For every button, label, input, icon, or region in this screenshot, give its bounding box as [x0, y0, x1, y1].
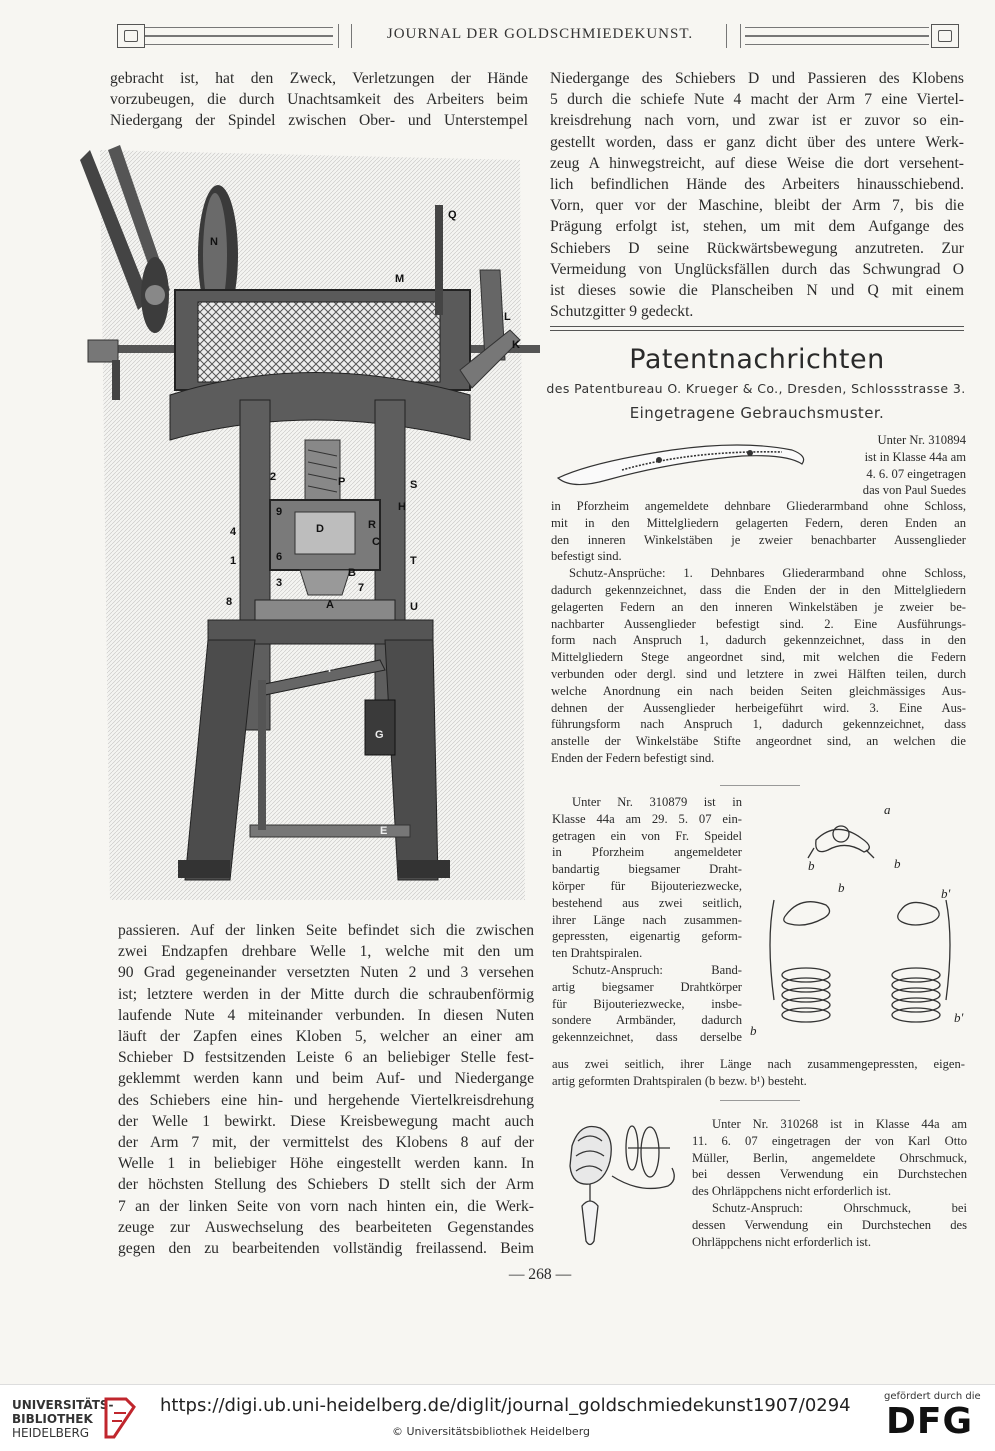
text-line: dehnen der Aussenglieder herbeigeführt wird. 3. Eine Aus- [551, 700, 966, 715]
funding-note: gefördert durch die [884, 1391, 981, 1402]
text-line: 5 durch die schiefe Nute 4 macht der Arm 7 eine Viertel- [550, 91, 964, 109]
entry3-text [692, 1116, 967, 1250]
patent-subtitle: des Patentbureau O. Krueger & Co., Dresden, Schlossstrasse 3. [546, 381, 966, 396]
library-logo-icon [100, 1393, 140, 1443]
entry2-continuation [552, 1056, 965, 1090]
text-line: artig geformten Drahtspiralen (b bezw. b¹) besteht. [552, 1073, 807, 1088]
text-line: des Ohrläppchens nicht erforderlich ist. [692, 1184, 891, 1199]
text-line: Vermeidung von Unglücksfällen durch das Schwungrad O [550, 260, 964, 278]
text-line: Unter Nr. 310268 ist in Klasse 44a am [712, 1117, 967, 1131]
label-n: N [210, 236, 218, 248]
label-f: F [328, 663, 335, 675]
text-line: ist dieses sowie die Planscheiben N und Q mit einem [550, 282, 964, 300]
fig-label-b: b [894, 856, 901, 871]
text-line: getragen ein von Fr. Speidel [552, 828, 742, 843]
text-line: Welle 1 in beliebiger Höhe eingestellt werden kann. In [118, 1155, 534, 1173]
patent-title: Patentnachrichten [629, 344, 885, 375]
text-line: dessen Verwendung ein Durchstechen des [692, 1217, 967, 1232]
ornament-left-box [117, 24, 145, 48]
text-line: 11. 6. 07 eingetragen der von Karl Otto [692, 1133, 967, 1148]
text-line: in Pforzheim angemeldeter [552, 845, 742, 860]
label-3: 3 [276, 577, 283, 589]
label-g: G [375, 729, 384, 741]
text-line: sondere Armbänder, dadurch [552, 1013, 742, 1028]
text-line: ist; letztere werden in der Mitte durch die schraubenförmig [118, 985, 534, 1003]
text-line: Vorn, quer vor der Maschine, bleibt der Arm 7, bis die [550, 197, 964, 215]
text-line: Schutz-Ansprüche: 1. Dehnbares Gliederarmband ohne Schloss, [569, 566, 966, 581]
text-line: ten Drahtspiralen. [552, 946, 643, 961]
text-line: dadurch gekennzeichnet, dass die Enden der in den Mittelgliedern [551, 582, 966, 597]
text-line: bestehend aus zwei seitlich, [552, 895, 742, 910]
text-line: Schutzgitter 9 gedeckt. [550, 303, 694, 321]
label-s: S [410, 479, 418, 491]
label-2: 2 [270, 471, 277, 483]
label-k: K [512, 339, 520, 351]
text-line: 90 Grad gegeneinander versetzten Nuten 2 und 3 versehen [118, 964, 534, 982]
text-line: gebracht ist, hat den Zweck, Verletzungen der Hände [110, 70, 528, 87]
text-line: Mittelgliedern Stege angeordnet sind, mit welchen die Federn [551, 650, 966, 665]
label-l: L [504, 311, 511, 323]
text-line: Unter Nr. 310879 ist in [572, 795, 742, 809]
text-line: nachbarter Aussenglieder befestigt sind. 2. Eine Ausführungs- [551, 616, 966, 631]
label-6: 6 [276, 551, 283, 563]
left-column-bottom-text [118, 920, 534, 1259]
text-line: Niedergange des Schiebers D und Passieren des Klobens [550, 70, 964, 87]
fig-label-a: a [884, 802, 891, 817]
text-line: geklemmt werden kann und beim Auf- und Niedergange [118, 1070, 534, 1088]
label-q: Q [448, 209, 457, 221]
label-u: U [410, 601, 418, 613]
text-line: vorzubeugen, die durch Unachtsamkeit des Arbeiters beim [110, 91, 528, 109]
label-7: 7 [358, 582, 365, 594]
text-line: bei dessen Verwendung ein Durchstechen [692, 1167, 967, 1182]
fig-label-b: b [838, 880, 845, 895]
text-line: das von Paul Suedes [862, 483, 966, 498]
entry-divider [720, 1100, 800, 1101]
text-line: in Pforzheim angemeldete dehnbare Gliederarmband ohne Schloss, [551, 499, 966, 513]
copyright-notice: © Universitätsbibliothek Heidelberg [392, 1425, 591, 1438]
text-line: läuft der Zapfen eines Kloben 5, welcher an einer am [118, 1028, 534, 1046]
text-line: ihrer Länge nach zusammen- [552, 912, 742, 927]
label-r: R [368, 519, 376, 531]
text-line: gegen den zu bearbeitenden vollständig freilassend. Beim [118, 1240, 534, 1258]
label-m: M [395, 273, 405, 285]
text-line: gelagerten Federn an den inneren Winkelstäben je zweier be- [551, 599, 966, 614]
ornament-right-box [931, 24, 959, 48]
dfg-logo: DFG [886, 1401, 974, 1442]
library-line: BIBLIOTHEK [12, 1412, 93, 1426]
label-a: A [326, 599, 334, 611]
text-line: Klasse 44a am 29. 5. 07 ein- [552, 811, 742, 826]
text-line: Schutz-Anspruch: Ohrschmuck, bei [712, 1200, 967, 1215]
library-name [12, 1398, 114, 1440]
text-line: körper für Bijouteriezwecke, [552, 878, 742, 893]
entry1-side-text [812, 432, 966, 499]
fig-label-b: b [808, 858, 815, 873]
label-c: C [372, 536, 380, 548]
text-line: für Bijouteriezwecke, insbe- [552, 996, 742, 1011]
text-line: Schieber D festsitzenden Leiste 6 an beliebiger Stelle fest- [118, 1049, 534, 1067]
label-d: D [316, 523, 324, 535]
label-1: 1 [230, 555, 237, 567]
text-line: aus zwei seitlich, ihrer Länge nach zusammengepressten, eigen- [552, 1057, 965, 1071]
text-line: Schiebers D seine Rückwärtsbewegung anzutreten. Zur [550, 239, 964, 257]
label-t: T [410, 555, 417, 567]
text-line: passieren. Auf der linken Seite befindet sich die zwischen [118, 922, 534, 939]
entry2-text [552, 794, 742, 1046]
text-line: Schutz-Anspruch: Band- [572, 962, 742, 977]
text-line: gekennzeichnet, dass derselbe [552, 1030, 742, 1045]
text-line: der höchsten Stellung des Schiebers D stellt sich der Arm [118, 1176, 534, 1194]
text-line: zeuge zur Auswechselung des bearbeiteten Gegenstandes [118, 1218, 534, 1236]
text-line: den inneren Winkelstäben je zweier benachbarter Aussenglieder [551, 532, 966, 547]
text-line: verbunden oder dergl. sind und letztere in zwei Hälften teilen, durch [551, 666, 966, 681]
text-line: Unter Nr. 310894 [877, 433, 966, 447]
text-line: 7 an der linken Seite von vorn nach hinten ein, die Werk- [118, 1197, 534, 1215]
text-line: welche Anordnung ein nach beiden Seiten gleichmässiges Aus- [551, 683, 966, 698]
text-line: form nach Anspruch 1, dadurch gekennzeichnet, dass in den [551, 633, 966, 648]
text-line: zeug A hinwegstreicht, auf diese Weise die dort versehent- [550, 154, 964, 172]
section-divider [550, 326, 964, 327]
text-line: befestigt sind. [551, 549, 622, 564]
text-line: gestellt worden, dass er ganz dicht über des untere Werk- [550, 133, 964, 151]
wire-spiral-figure [746, 800, 966, 1040]
page-number: — 268 — [508, 1266, 572, 1283]
label-9: 9 [276, 506, 283, 518]
text-line: 4. 6. 07 eingetragen [866, 466, 966, 481]
entry-divider [720, 785, 800, 786]
right-column-top-text [550, 68, 964, 322]
library-line: HEIDELBERG [12, 1426, 90, 1440]
label-h: H [398, 501, 406, 513]
label-b: B [348, 567, 356, 579]
entry1-text [551, 498, 966, 767]
fig-label-b-prime: b' [954, 1010, 964, 1025]
text-line: artig biegsamer Drahtkörper [552, 979, 742, 994]
text-line: laufende Nute 4 miteinander verbunden. In diesen Nuten [118, 1006, 534, 1024]
text-line: kreisdrehung nach vorn, und zwar ist er zuvor so ein- [550, 112, 964, 130]
text-line: zwei Endzapfen drehbare Welle 1, welche mit den um [118, 943, 534, 961]
fig-label-b-prime: b' [941, 886, 951, 901]
label-8: 8 [226, 596, 233, 608]
text-line: lich befindlichen Hände des Arbeiters hinausschiebend. [550, 176, 964, 194]
fig-label-b: b [750, 1023, 757, 1038]
text-line: bandartig biegsamer Draht- [552, 862, 742, 877]
label-p: P [338, 476, 346, 488]
text-line: Ohrläppchens nicht erforderlich ist. [692, 1234, 872, 1249]
text-line: gepressten, eigenartig geform- [552, 929, 742, 944]
patent-section-heading: Eingetragene Gebrauchsmuster. [629, 404, 885, 422]
ear-jewelry-figure [560, 1116, 680, 1256]
text-line: mit in den Mittelgliedern gelagerten Federn, deren Enden an [551, 515, 966, 530]
label-4: 4 [230, 526, 237, 538]
text-line: ist in Klasse 44a am [864, 449, 966, 464]
text-line: Müller, Berlin, angemeldete Ohrschmuck, [692, 1150, 967, 1165]
text-line: anstelle der Winkelstäbe Stifte angeordnet sind, an welchen die [551, 734, 966, 749]
bracelet-figure [552, 432, 832, 490]
text-line: Niedergang der Spindel zwischen Ober- und Unterstempel [110, 112, 528, 130]
text-line: Prägung erfolgt ist, stehen, um mit dem Aufgange des [550, 218, 964, 236]
text-line: der Arm 7 mit, der vermittelst des Klobens 8 auf der [118, 1134, 534, 1152]
running-head: JOURNAL DER GOLDSCHMIEDEKUNST. [386, 26, 694, 42]
text-line: des Schiebers eine hin- und hergehende Viertelkreisdrehung [118, 1091, 534, 1109]
press-machine-illustration [80, 140, 540, 910]
left-column-top-text [110, 68, 528, 132]
text-line: der Welle 1 bewirkt. Diese Kreisbewegung macht auch [118, 1112, 534, 1130]
page-url-link[interactable]: https://digi.ub.uni-heidelberg.de/diglit/journal_goldschmiedekunst1907/0294 [160, 1395, 851, 1416]
text-line: Enden der Federn befestigt sind. [551, 750, 715, 765]
text-line: führungsform nach Anspruch 1, dadurch gekennzeichnet, dass [551, 717, 966, 732]
library-line: UNIVERSITÄTS- [12, 1398, 114, 1412]
digital-library-footer [0, 1384, 995, 1451]
label-e: E [380, 825, 388, 837]
